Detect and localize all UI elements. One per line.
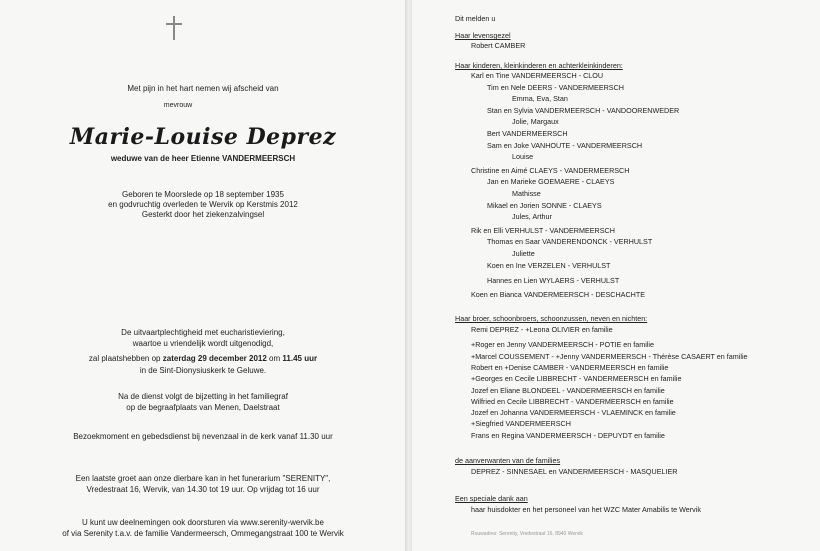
families-text: DEPREZ - SINNESAEL en VANDERMEERSCH - MASQUELIER <box>471 467 678 476</box>
child-entry: Rik en Elli VERHULST - VANDERMEERSCH <box>471 225 615 235</box>
strengthened-text: Gesterkt door het ziekenzalvingsel <box>141 210 265 219</box>
child-entry: Mikael en Jorien SONNE - CLAEYS <box>487 200 602 210</box>
ceremony-pre: zal plaatshebben op <box>88 354 161 363</box>
condolence-line-2: of via Serenity t.a.v. de familie Vandermeersch, Ommegangstraat 100 te Wervik <box>62 529 344 538</box>
sibling-entry: Remi DEPREZ - +Leona OLIVIER en familie <box>471 325 613 334</box>
right-page <box>412 0 820 551</box>
child-entry: Louise <box>512 152 534 162</box>
burial-line-2: op de begraafplaats van Menen, Daelstraat <box>126 403 280 412</box>
ceremony-line-3 <box>0 354 406 363</box>
child-entry: Emma, Eva, Stan <box>512 94 568 104</box>
partner-name: Robert CAMBER <box>471 41 526 50</box>
top-label: Dit melden u <box>455 14 496 23</box>
mevrouw-text: mevrouw <box>163 102 193 109</box>
ceremony-line-4: in de Sint-Dionysiuskerk te Geluwe. <box>139 366 267 375</box>
siblings-label: Haar broer, schoonbroers, schoonzussen, neven en nichten: <box>455 314 648 323</box>
children-label: Haar kinderen, kleinkinderen en achterkleinkinderen: <box>455 61 623 70</box>
thanks-label: Een speciale dank aan <box>455 494 528 503</box>
sibling-entry: Jozef en Eliane BLONDEEL - VANDERMEERSCH en familie <box>471 385 665 395</box>
child-entry: Jan en Marieke GOEMAERE - CLAEYS <box>487 177 615 187</box>
ceremony-date: zaterdag 29 december 2012 <box>162 354 267 363</box>
sibling-entry: Wilfried en Cecile LIBBRECHT - VANDERMEERSCH en familie <box>471 396 674 406</box>
child-entry: Tim en Nele DEERS - VANDERMEERSCH <box>487 82 624 92</box>
child-entry: Hannes en Lien WYLAERS - VERHULST <box>487 276 620 286</box>
child-entry: Stan en Sylvia VANDERMEERSCH - VANDOORENWEDER <box>487 105 680 115</box>
sibling-entry: +Roger en Jenny VANDERMEERSCH - POTIE en familie <box>471 340 655 350</box>
visit-line-2: Vredestraat 16, Wervik, van 14.30 tot 19 uur. Op vrijdag tot 16 uur <box>86 485 320 494</box>
ceremony-time: 11.45 uur <box>282 354 318 363</box>
condolence-line-1: U kunt uw deelnemingen ook doorsturen via www.serenity-wervik.be <box>82 518 324 527</box>
left-page <box>0 0 406 551</box>
thanks-text: haar huisdokter en het personeel van het WZC Mater Amabilis te Wervik <box>471 505 701 514</box>
intro-text: Met pijn in het hart nemen wij afscheid van <box>127 84 279 93</box>
child-entry: Koen en Ine VERZELEN - VERHULST <box>487 260 611 270</box>
footer-text: Rouwadres: Serenity, Vredestraat 16, 8940 Wervik <box>471 531 583 537</box>
child-entry: Jules, Arthur <box>512 212 552 222</box>
child-entry: Jolie, Margaux <box>512 117 559 127</box>
deceased-name: Marie-Louise Deprez <box>69 124 337 150</box>
visit-line-1: Een laatste groet aan onze dierbare kan in het funerarium "SERENITY", <box>75 474 331 483</box>
child-entry: Koen en Bianca VANDERMEERSCH - DESCHACHTE <box>471 289 646 299</box>
cross-icon <box>162 16 186 40</box>
child-entry: Karl en Tine VANDERMEERSCH - CLOU <box>471 71 604 80</box>
child-entry: Juliette <box>512 249 535 258</box>
sibling-entry: +Marcel COUSSEMENT - +Jenny VANDERMEERSCH - Thérèse CASAERT en familie <box>471 351 748 361</box>
partner-label: Haar levensgezel <box>455 31 511 40</box>
child-entry: Thomas en Saar VANDERENDONCK - VERHULST <box>487 237 653 247</box>
prayer-text: Bezoekmoment en gebedsdienst bij nevenzaal in de kerk vanaf 11.30 uur <box>73 432 333 441</box>
burial-line-1: Na de dienst volgt de bijzetting in het familiegraf <box>118 392 288 401</box>
sibling-entry: +Siegfried VANDERMEERSCH <box>471 419 571 429</box>
ceremony-mid: om <box>269 354 281 363</box>
sibling-entry: Jozef en Johanna VANDERMEERSCH - VLAEMINCK en familie <box>471 408 676 418</box>
sibling-entry: +Georges en Cecile LIBBRECHT - VANDERMEERSCH en familie <box>471 374 682 384</box>
sibling-entry: Robert en +Denise CAMBER - VANDERMEERSCH en familie <box>471 362 669 372</box>
child-entry: Sam en Joke VANHOUTE - VANDERMEERSCH <box>487 140 643 150</box>
born-text: Geboren te Moorslede op 18 september 1935 <box>122 190 284 199</box>
ceremony-line-1: De uitvaartplechtigheid met eucharistieviering, <box>121 328 285 337</box>
died-text: en godvruchtig overleden te Wervik op Kerstmis 2012 <box>108 200 298 209</box>
families-label: de aanverwanten van de families <box>455 456 561 465</box>
widow-text: weduwe van de heer Etienne VANDERMEERSCH <box>110 154 296 163</box>
ceremony-line-2: waartoe u vriendelijk wordt uitgenodigd, <box>132 339 274 348</box>
sibling-entry: Frans en Regina VANDERMEERSCH - DEPUYDT en familie <box>471 430 665 440</box>
child-entry: Mathisse <box>512 189 541 198</box>
child-entry: Christine en Aimé CLAEYS - VANDERMEERSCH <box>471 165 630 175</box>
child-entry: Bert VANDERMEERSCH <box>487 129 568 138</box>
